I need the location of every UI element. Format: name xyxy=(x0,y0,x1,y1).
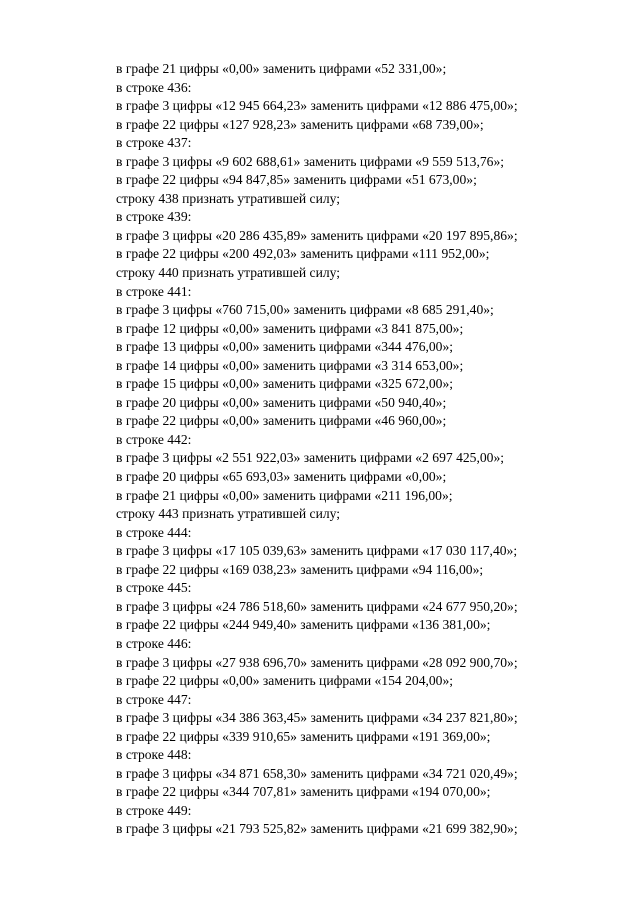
document-line: в графе 3 цифры «21 793 525,82» заменить цифрами «21 699 382,90»; xyxy=(116,821,518,837)
document-line: в графе 3 цифры «34 871 658,30» заменить цифрами «34 721 020,49»; xyxy=(116,765,518,781)
document-line: в графе 22 цифры «200 492,03» заменить цифрами «111 952,00»; xyxy=(116,246,490,262)
document-line: в графе 3 цифры «34 386 363,45» заменить цифрами «34 237 821,80»; xyxy=(116,710,518,726)
amendment-list xyxy=(116,60,586,839)
document-line: в графе 22 цифры «169 038,23» заменить цифрами «94 116,00»; xyxy=(116,561,484,577)
document-line: в графе 21 цифры «0,00» заменить цифрами «211 196,00»; xyxy=(116,487,453,503)
document-line: в строке 446: xyxy=(116,635,192,651)
document-line: в графе 21 цифры «0,00» заменить цифрами «52 331,00»; xyxy=(116,61,447,76)
document-line: в графе 22 цифры «344 707,81» заменить цифрами «194 070,00»; xyxy=(116,784,491,800)
document-line: в графе 22 цифры «0,00» заменить цифрами «46 960,00»; xyxy=(116,413,447,429)
document-line: строку 443 признать утратившей силу; xyxy=(116,506,341,522)
document-line: в графе 13 цифры «0,00» заменить цифрами «344 476,00»; xyxy=(116,339,454,355)
document-line: в строке 439: xyxy=(116,209,192,225)
document-line: в графе 3 цифры «27 938 696,70» заменить цифрами «28 092 900,70»; xyxy=(116,654,518,670)
document-line: в графе 3 цифры «24 786 518,60» заменить цифрами «24 677 950,20»; xyxy=(116,598,518,614)
document-line: строку 440 признать утратившей силу; xyxy=(116,265,341,281)
document-line: в графе 22 цифры «244 949,40» заменить цифрами «136 381,00»; xyxy=(116,617,491,633)
document-line: в графе 3 цифры «760 715,00» заменить цифрами «8 685 291,40»; xyxy=(116,302,494,318)
document-line: в графе 22 цифры «0,00» заменить цифрами «154 204,00»; xyxy=(116,673,454,689)
document-line: в графе 15 цифры «0,00» заменить цифрами «325 672,00»; xyxy=(116,376,454,392)
document-line: в строке 447: xyxy=(116,691,192,707)
document-line: в строке 444: xyxy=(116,524,192,540)
document-line: в строке 445: xyxy=(116,580,192,596)
document-line: в строке 441: xyxy=(116,283,192,299)
document-line: в строке 436: xyxy=(116,79,192,95)
document-line: в графе 3 цифры «17 105 039,63» заменить цифрами «17 030 117,40»; xyxy=(116,543,518,559)
document-line: в графе 14 цифры «0,00» заменить цифрами «3 314 653,00»; xyxy=(116,357,464,373)
document-line: в графе 3 цифры «2 551 922,03» заменить цифрами «2 697 425,00»; xyxy=(116,450,505,466)
document-line: в строке 448: xyxy=(116,747,192,763)
document-line: в строке 442: xyxy=(116,431,192,447)
document-line: в графе 3 цифры «12 945 664,23» заменить цифрами «12 886 475,00»; xyxy=(116,98,518,114)
document-line: в графе 20 цифры «0,00» заменить цифрами «50 940,40»; xyxy=(116,394,447,410)
document-line: в графе 22 цифры «339 910,65» заменить цифрами «191 369,00»; xyxy=(116,728,491,744)
document-line: в строке 437: xyxy=(116,135,192,151)
document-line: в графе 3 цифры «9 602 688,61» заменить цифрами «9 559 513,76»; xyxy=(116,153,505,169)
document-line: в графе 22 цифры «127 928,23» заменить цифрами «68 739,00»; xyxy=(116,116,484,132)
document-line: строку 438 признать утратившей силу; xyxy=(116,190,341,206)
document-line: в строке 449: xyxy=(116,802,192,818)
document-line: в графе 12 цифры «0,00» заменить цифрами «3 841 875,00»; xyxy=(116,320,464,336)
document-line: в графе 3 цифры «20 286 435,89» заменить цифрами «20 197 895,86»; xyxy=(116,227,518,243)
document-line: в графе 22 цифры «94 847,85» заменить цифрами «51 673,00»; xyxy=(116,172,477,188)
document-line: в графе 20 цифры «65 693,03» заменить цифрами «0,00»; xyxy=(116,469,447,485)
